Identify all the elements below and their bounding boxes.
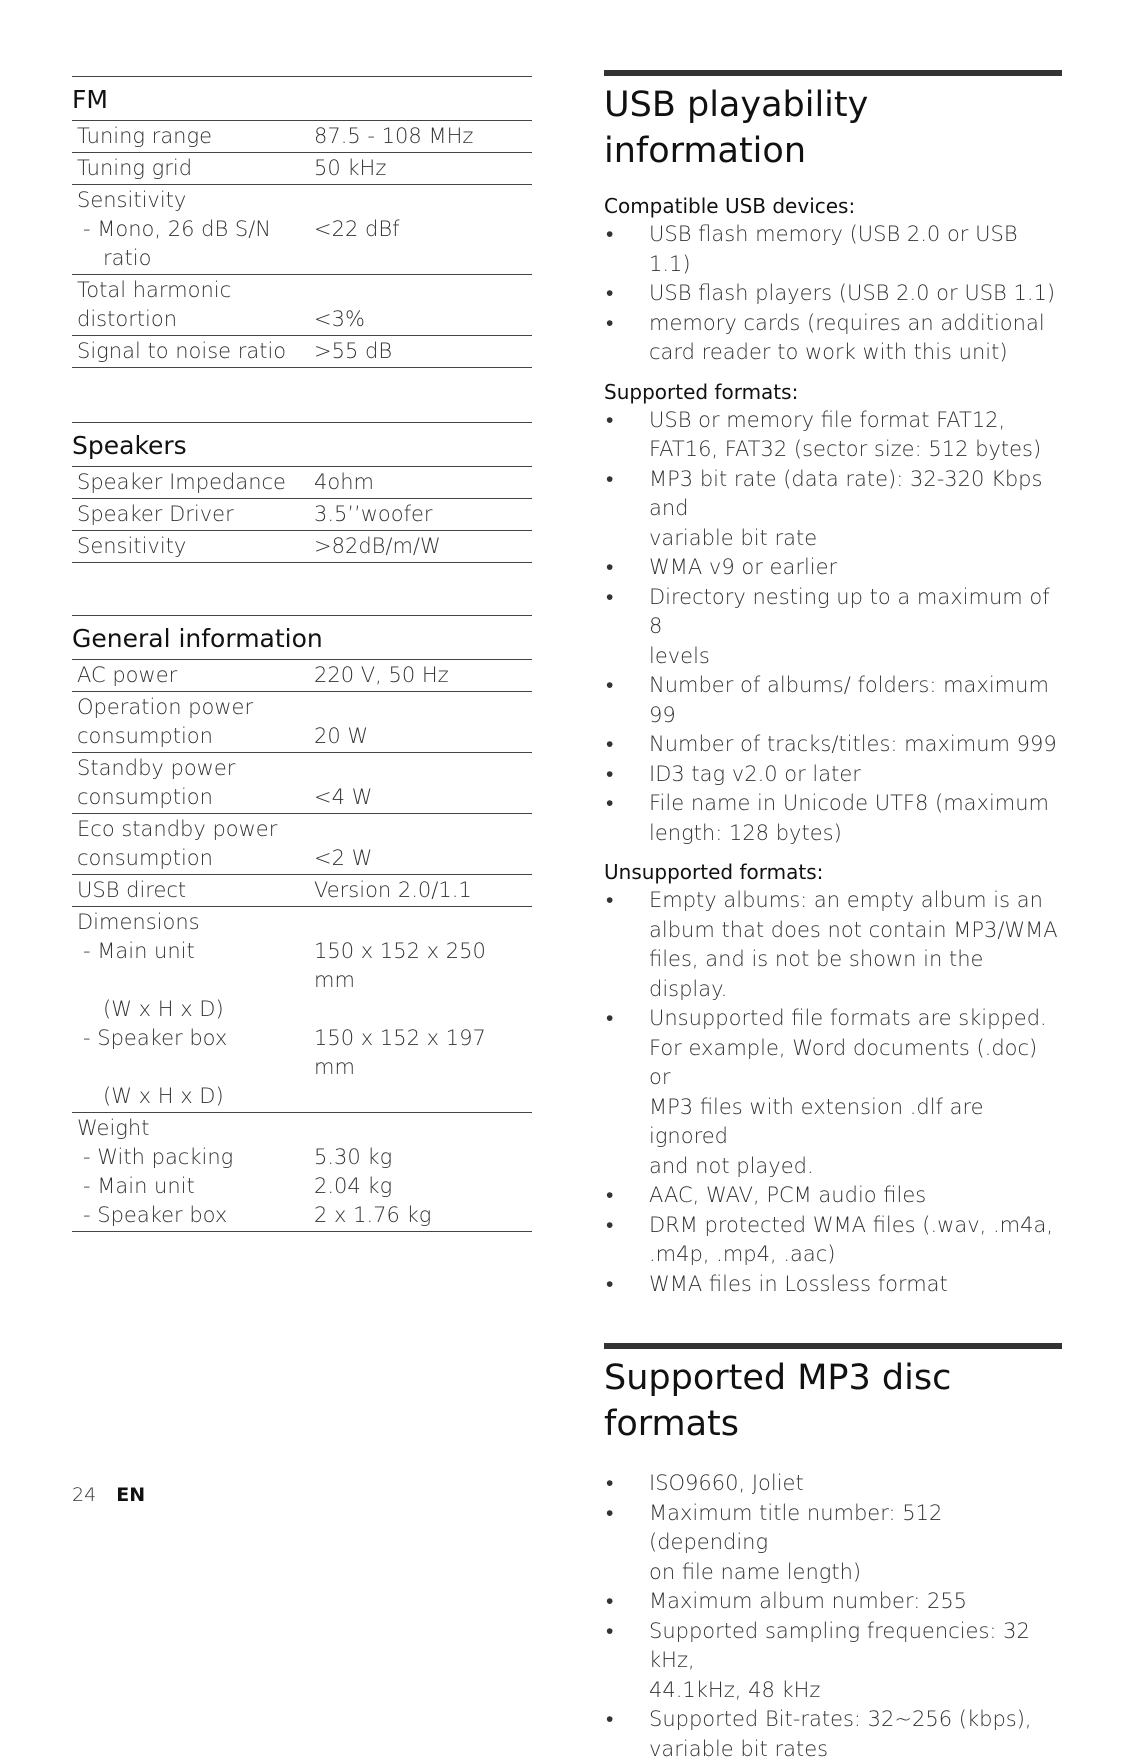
spec-sublabel: - Speaker box bbox=[77, 1024, 314, 1082]
list-item bbox=[604, 583, 1062, 672]
supported-heading: Supported formats: bbox=[604, 378, 1062, 406]
spec-value: 2 x 1.76 kg bbox=[314, 1201, 431, 1230]
spec-row bbox=[72, 692, 532, 753]
unsupported-list bbox=[604, 886, 1062, 1299]
list-item-line: USB or memory file format FAT12, bbox=[649, 406, 1062, 436]
spec-row bbox=[72, 153, 532, 185]
list-item-line: DRM protected WMA files (.wav, .m4a, bbox=[649, 1211, 1062, 1241]
supported-list bbox=[604, 406, 1062, 849]
list-item-line: MP3 files with extension .dlf are ignored bbox=[649, 1093, 1062, 1152]
spec-value: 220 V, 50 Hz bbox=[314, 661, 532, 690]
spec-sublabel-cont: ratio bbox=[77, 244, 314, 273]
info-column bbox=[604, 70, 1062, 1764]
spec-value: Version 2.0/1.1 bbox=[314, 876, 532, 905]
spec-label: Signal to noise ratio bbox=[77, 337, 314, 366]
bullet-icon: • bbox=[606, 553, 613, 583]
spec-sublabel: - Mono, 26 dB S/N bbox=[77, 215, 314, 244]
language-code: EN bbox=[116, 1484, 145, 1506]
list-item bbox=[604, 1617, 1062, 1706]
list-item bbox=[604, 1004, 1062, 1181]
spec-row bbox=[72, 531, 532, 563]
general-title: General information bbox=[72, 615, 532, 660]
speakers-spec-table bbox=[72, 422, 532, 563]
compatible-list bbox=[604, 220, 1062, 368]
bullet-icon: • bbox=[606, 789, 613, 819]
spec-label-cont: distortion bbox=[77, 305, 314, 334]
list-item-line: levels bbox=[649, 642, 1062, 672]
spec-label: Operation power bbox=[77, 693, 314, 722]
spec-label-cont: consumption bbox=[77, 783, 314, 812]
list-item-line: Number of tracks/titles: maximum 999 bbox=[649, 730, 1062, 760]
bullet-icon: • bbox=[606, 406, 613, 436]
list-item bbox=[604, 1469, 1062, 1499]
bullet-icon: • bbox=[606, 1211, 613, 1241]
spec-sublabel: - Main unit bbox=[77, 1172, 314, 1201]
page-footer bbox=[72, 1484, 145, 1506]
spec-label: Eco standby power bbox=[77, 815, 314, 844]
spec-sublabel-cont: (W x H x D) bbox=[77, 995, 532, 1024]
spec-value: 4ohm bbox=[314, 468, 532, 497]
bullet-icon: • bbox=[606, 1270, 613, 1300]
spec-value: 2.04 kg bbox=[314, 1172, 392, 1201]
bullet-icon: • bbox=[606, 309, 613, 339]
list-item bbox=[604, 760, 1062, 790]
list-item bbox=[604, 886, 1062, 1004]
list-item bbox=[604, 1211, 1062, 1270]
bullet-icon: • bbox=[606, 220, 613, 250]
bullet-icon: • bbox=[606, 1705, 613, 1735]
spec-value: >82dB/m/W bbox=[314, 532, 532, 561]
dimensions-row bbox=[72, 907, 532, 1113]
spec-value: 20 W bbox=[314, 722, 532, 751]
spec-label: Dimensions bbox=[77, 908, 532, 937]
spec-row bbox=[72, 814, 532, 875]
list-item-line: variable bit rate bbox=[649, 524, 1062, 554]
spec-row bbox=[72, 753, 532, 814]
spec-value: 5.30 kg bbox=[314, 1143, 392, 1172]
list-item bbox=[604, 465, 1062, 554]
mp3-section bbox=[604, 1343, 1062, 1764]
list-item bbox=[604, 1499, 1062, 1588]
bullet-icon: • bbox=[606, 1617, 613, 1647]
list-item-line: Maximum title number: 512 (depending bbox=[649, 1499, 1062, 1558]
bullet-icon: • bbox=[606, 760, 613, 790]
list-item bbox=[604, 220, 1062, 279]
spec-label: AC power bbox=[77, 661, 314, 690]
list-item bbox=[604, 279, 1062, 309]
usb-section bbox=[604, 70, 1062, 1299]
spec-row bbox=[72, 185, 532, 275]
spec-label: Tuning grid bbox=[77, 154, 314, 183]
bullet-icon: • bbox=[606, 886, 613, 916]
list-item-line: and not played. bbox=[649, 1152, 1062, 1182]
list-item bbox=[604, 309, 1062, 368]
general-spec-table bbox=[72, 615, 532, 1232]
list-item-line: card reader to work with this unit) bbox=[649, 338, 1062, 368]
spec-value: 50 kHz bbox=[314, 154, 532, 183]
list-item-line: length: 128 bytes) bbox=[649, 819, 1062, 849]
bullet-icon: • bbox=[606, 1499, 613, 1529]
fm-title: FM bbox=[72, 76, 532, 121]
bullet-icon: • bbox=[606, 279, 613, 309]
spec-label-cont: consumption bbox=[77, 844, 314, 873]
spec-row bbox=[72, 660, 532, 692]
list-item-line: .m4p, .mp4, .aac) bbox=[649, 1240, 1062, 1270]
fm-spec-table bbox=[72, 76, 532, 368]
spec-label: Sensitivity bbox=[77, 186, 314, 215]
spec-row bbox=[72, 875, 532, 907]
list-item-line: Number of albums/ folders: maximum 99 bbox=[649, 671, 1062, 730]
spec-label: Standby power bbox=[77, 754, 314, 783]
spec-sublabel: - Speaker box bbox=[77, 1201, 314, 1230]
list-item-line: on file name length) bbox=[649, 1558, 1062, 1588]
list-item-line: variable bit rates bbox=[649, 1735, 1062, 1764]
weight-row bbox=[72, 1113, 532, 1232]
bullet-icon: • bbox=[606, 1587, 613, 1617]
list-item-line: ID3 tag v2.0 or later bbox=[649, 760, 1062, 790]
spec-value: 150 x 152 x 250 mm bbox=[314, 937, 532, 995]
mp3-title: Supported MP3 disc formats bbox=[604, 1343, 1062, 1447]
list-item bbox=[604, 406, 1062, 465]
spec-value: <4 W bbox=[314, 783, 532, 812]
bullet-icon: • bbox=[606, 583, 613, 613]
spec-label: Sensitivity bbox=[77, 532, 314, 561]
bullet-icon: • bbox=[606, 671, 613, 701]
list-item-line: File name in Unicode UTF8 (maximum bbox=[649, 789, 1062, 819]
usb-title: USB playability information bbox=[604, 70, 1062, 174]
bullet-icon: • bbox=[606, 1181, 613, 1211]
spec-label: Tuning range bbox=[77, 122, 314, 151]
list-item-line: Supported sampling frequencies: 32 kHz, bbox=[649, 1617, 1062, 1676]
spec-label: USB direct bbox=[77, 876, 314, 905]
list-item bbox=[604, 1587, 1062, 1617]
spec-value: >55 dB bbox=[314, 337, 532, 366]
unsupported-heading: Unsupported formats: bbox=[604, 858, 1062, 886]
list-item-line: FAT16, FAT32 (sector size: 512 bytes) bbox=[649, 435, 1062, 465]
list-item bbox=[604, 1705, 1062, 1764]
list-item-line: album that does not contain MP3/WMA bbox=[649, 916, 1062, 946]
list-item-line: files, and is not be shown in the display. bbox=[649, 945, 1062, 1004]
list-item-line: WMA v9 or earlier bbox=[649, 553, 1062, 583]
spec-value: 150 x 152 x 197 mm bbox=[314, 1024, 532, 1082]
spec-label: Speaker Impedance bbox=[77, 468, 314, 497]
list-item-line: WMA files in Lossless format bbox=[649, 1270, 1062, 1300]
list-item-line: Empty albums: an empty album is an bbox=[649, 886, 1062, 916]
list-item-line: USB flash players (USB 2.0 or USB 1.1) bbox=[649, 279, 1062, 309]
list-item-line: Unsupported file formats are skipped. bbox=[649, 1004, 1062, 1034]
list-item-line: 44.1kHz, 48 kHz bbox=[649, 1676, 1062, 1706]
spec-row bbox=[72, 499, 532, 531]
spec-label: Speaker Driver bbox=[77, 500, 314, 529]
list-item-line: MP3 bit rate (data rate): 32-320 Kbps and bbox=[649, 465, 1062, 524]
list-item bbox=[604, 789, 1062, 848]
bullet-icon: • bbox=[606, 730, 613, 760]
speakers-title: Speakers bbox=[72, 422, 532, 467]
bullet-icon: • bbox=[606, 1469, 613, 1499]
list-item bbox=[604, 730, 1062, 760]
list-item-line: memory cards (requires an additional bbox=[649, 309, 1062, 339]
spec-row bbox=[72, 121, 532, 153]
spec-sublabel-cont: (W x H x D) bbox=[77, 1082, 532, 1111]
list-item-line: AAC, WAV, PCM audio files bbox=[649, 1181, 1062, 1211]
spec-sublabel: - Main unit bbox=[77, 937, 314, 995]
bullet-icon: • bbox=[606, 465, 613, 495]
spec-value: <3% bbox=[314, 305, 532, 334]
list-item bbox=[604, 1270, 1062, 1300]
spec-row bbox=[72, 275, 532, 336]
spec-value: <22 dBf bbox=[314, 215, 532, 244]
spec-label: Weight bbox=[77, 1114, 532, 1143]
list-item bbox=[604, 1181, 1062, 1211]
spec-row bbox=[72, 336, 532, 368]
list-item-line: Directory nesting up to a maximum of 8 bbox=[649, 583, 1062, 642]
bullet-icon: • bbox=[606, 1004, 613, 1034]
list-item-line: Supported Bit-rates: 32~256 (kbps), bbox=[649, 1705, 1062, 1735]
page-number: 24 bbox=[72, 1484, 96, 1506]
spec-label: Total harmonic bbox=[77, 276, 314, 305]
specs-column bbox=[72, 76, 532, 1284]
spec-value: 87.5 - 108 MHz bbox=[314, 122, 532, 151]
list-item-line: Maximum album number: 255 bbox=[649, 1587, 1062, 1617]
list-item bbox=[604, 671, 1062, 730]
compatible-heading: Compatible USB devices: bbox=[604, 192, 1062, 220]
mp3-list bbox=[604, 1469, 1062, 1764]
spec-value: 3.5’’woofer bbox=[314, 500, 532, 529]
spec-value: <2 W bbox=[314, 844, 532, 873]
list-item bbox=[604, 553, 1062, 583]
spec-label-cont: consumption bbox=[77, 722, 314, 751]
spec-sublabel: - With packing bbox=[77, 1143, 314, 1172]
list-item-line: ISO9660, Joliet bbox=[649, 1469, 1062, 1499]
list-item-line: USB flash memory (USB 2.0 or USB 1.1) bbox=[649, 220, 1062, 279]
spec-row bbox=[72, 467, 532, 499]
list-item-line: For example, Word documents (.doc) or bbox=[649, 1034, 1062, 1093]
